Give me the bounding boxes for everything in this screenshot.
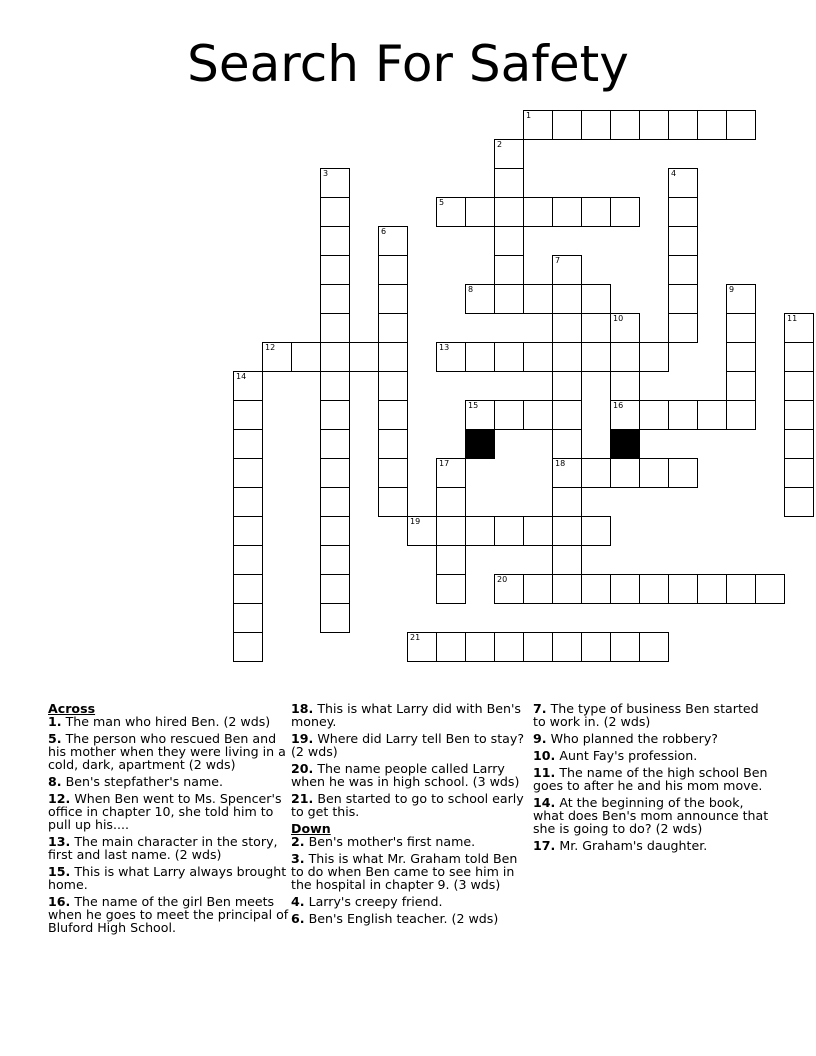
across-clue-8: 8. Ben's stepfather's name. bbox=[48, 774, 223, 789]
black-square bbox=[610, 429, 640, 459]
grid-cell[interactable] bbox=[494, 342, 524, 372]
grid-cell[interactable] bbox=[320, 284, 350, 314]
grid-cell[interactable] bbox=[755, 574, 785, 604]
clue-number: 16 bbox=[613, 401, 624, 410]
grid-cell[interactable] bbox=[668, 226, 698, 256]
clue-number: 9 bbox=[729, 285, 735, 294]
grid-cell[interactable] bbox=[523, 574, 553, 604]
grid-cell[interactable] bbox=[697, 110, 727, 140]
grid-cell[interactable] bbox=[784, 487, 814, 517]
grid-cell[interactable] bbox=[523, 632, 553, 662]
grid-cell[interactable] bbox=[552, 197, 582, 227]
grid-cell[interactable] bbox=[610, 342, 640, 372]
grid-cell[interactable] bbox=[320, 371, 350, 401]
grid-cell[interactable] bbox=[552, 458, 582, 488]
grid-cell[interactable] bbox=[610, 371, 640, 401]
clues-column-1 bbox=[48, 702, 290, 938]
grid-cell[interactable] bbox=[523, 110, 553, 140]
grid-cell[interactable] bbox=[610, 458, 640, 488]
grid-cell[interactable] bbox=[726, 371, 756, 401]
grid-cell[interactable] bbox=[581, 632, 611, 662]
clue-number: 15 bbox=[468, 401, 479, 410]
grid-cell[interactable] bbox=[552, 371, 582, 401]
grid-cell[interactable] bbox=[233, 487, 263, 517]
grid-cell[interactable] bbox=[465, 342, 495, 372]
grid-cell[interactable] bbox=[639, 574, 669, 604]
grid-cell[interactable] bbox=[552, 284, 582, 314]
clue-number: 11 bbox=[787, 314, 798, 323]
grid-cell[interactable] bbox=[436, 487, 466, 517]
clue-number: 1 bbox=[526, 111, 532, 120]
grid-cell[interactable] bbox=[552, 342, 582, 372]
grid-cell[interactable] bbox=[784, 371, 814, 401]
grid-cell[interactable] bbox=[552, 545, 582, 575]
grid-cell[interactable] bbox=[262, 342, 292, 372]
grid-cell[interactable] bbox=[639, 400, 669, 430]
grid-cell[interactable] bbox=[523, 400, 553, 430]
clue-number: 21 bbox=[410, 633, 421, 642]
down-clue-2: 2. Ben's mother's first name. bbox=[291, 834, 476, 849]
grid-cell[interactable] bbox=[465, 516, 495, 546]
grid-cell[interactable] bbox=[668, 574, 698, 604]
grid-cell[interactable] bbox=[378, 255, 408, 285]
grid-cell[interactable] bbox=[610, 574, 640, 604]
clue-number: 20 bbox=[497, 575, 508, 584]
grid-cell[interactable] bbox=[320, 458, 350, 488]
across-clue-5: 5. The person who rescued Ben and his mother when they were living in a cold, dark, apartment (2 wds) bbox=[48, 731, 286, 772]
grid-cell[interactable] bbox=[436, 574, 466, 604]
grid-cell[interactable] bbox=[436, 632, 466, 662]
grid-cell[interactable] bbox=[639, 632, 669, 662]
across-clue-19: 19. Where did Larry tell Ben to stay? (2 wds) bbox=[291, 731, 525, 759]
grid-cell[interactable] bbox=[436, 516, 466, 546]
grid-cell[interactable] bbox=[320, 574, 350, 604]
grid-cell[interactable] bbox=[494, 284, 524, 314]
clue-number: 13 bbox=[439, 343, 450, 352]
clue-number: 5 bbox=[439, 198, 445, 207]
grid-cell[interactable] bbox=[552, 313, 582, 343]
grid-cell[interactable] bbox=[465, 400, 495, 430]
down-clue-7: 7. The type of business Ben started to work in. (2 wds) bbox=[533, 701, 759, 729]
grid-cell[interactable] bbox=[668, 197, 698, 227]
grid-cell[interactable] bbox=[465, 632, 495, 662]
across-clue-18: 18. This is what Larry did with Ben's money. bbox=[291, 701, 521, 729]
grid-cell[interactable] bbox=[436, 458, 466, 488]
grid-cell[interactable] bbox=[610, 313, 640, 343]
across-clue-21: 21. Ben started to go to school early to get this. bbox=[291, 791, 524, 819]
grid-cell[interactable] bbox=[233, 632, 263, 662]
grid-cell[interactable] bbox=[784, 400, 814, 430]
grid-cell[interactable] bbox=[494, 400, 524, 430]
grid-cell[interactable] bbox=[610, 632, 640, 662]
grid-cell[interactable] bbox=[320, 603, 350, 633]
grid-cell[interactable] bbox=[320, 516, 350, 546]
grid-cell[interactable] bbox=[378, 429, 408, 459]
grid-cell[interactable] bbox=[233, 574, 263, 604]
grid-cell[interactable] bbox=[233, 429, 263, 459]
grid-cell[interactable] bbox=[668, 458, 698, 488]
grid-cell[interactable] bbox=[320, 255, 350, 285]
down-clue-9: 9. Who planned the robbery? bbox=[533, 731, 718, 746]
grid-cell[interactable] bbox=[668, 284, 698, 314]
grid-cell[interactable] bbox=[233, 545, 263, 575]
grid-cell[interactable] bbox=[639, 342, 669, 372]
grid-cell[interactable] bbox=[291, 342, 321, 372]
grid-cell[interactable] bbox=[668, 400, 698, 430]
down-heading: Down bbox=[291, 821, 331, 836]
grid-cell[interactable] bbox=[784, 458, 814, 488]
grid-cell[interactable] bbox=[320, 313, 350, 343]
across-clue-12: 12. When Ben went to Ms. Spencer's office in chapter 10, she told him to pull up his.... bbox=[48, 791, 282, 832]
grid-cell[interactable] bbox=[784, 429, 814, 459]
across-clue-15: 15. This is what Larry always brought home. bbox=[48, 864, 287, 892]
across-clue-13: 13. The main character in the story, first and last name. (2 wds) bbox=[48, 834, 278, 862]
clue-number: 18 bbox=[555, 459, 566, 468]
grid-cell[interactable] bbox=[233, 516, 263, 546]
grid-cell[interactable] bbox=[726, 284, 756, 314]
black-square bbox=[465, 429, 495, 459]
grid-cell[interactable] bbox=[726, 400, 756, 430]
grid-cell[interactable] bbox=[726, 574, 756, 604]
grid-cell[interactable] bbox=[465, 284, 495, 314]
grid-cell[interactable] bbox=[610, 197, 640, 227]
grid-cell[interactable] bbox=[552, 110, 582, 140]
grid-cell[interactable] bbox=[784, 342, 814, 372]
grid-cell[interactable] bbox=[668, 255, 698, 285]
grid-cell[interactable] bbox=[465, 197, 495, 227]
grid-cell[interactable] bbox=[494, 226, 524, 256]
grid-cell[interactable] bbox=[552, 429, 582, 459]
down-clue-6: 6. Ben's English teacher. (2 wds) bbox=[291, 911, 499, 926]
grid-cell[interactable] bbox=[639, 110, 669, 140]
grid-cell[interactable] bbox=[494, 255, 524, 285]
grid-cell[interactable] bbox=[320, 429, 350, 459]
grid-cell[interactable] bbox=[494, 168, 524, 198]
grid-cell[interactable] bbox=[552, 632, 582, 662]
down-clue-17: 17. Mr. Graham's daughter. bbox=[533, 838, 708, 853]
grid-cell[interactable] bbox=[668, 110, 698, 140]
grid-cell[interactable] bbox=[726, 313, 756, 343]
across-heading: Across bbox=[48, 701, 96, 716]
clue-number: 8 bbox=[468, 285, 474, 294]
grid-cell[interactable] bbox=[494, 139, 524, 169]
grid-cell[interactable] bbox=[784, 313, 814, 343]
grid-cell[interactable] bbox=[378, 487, 408, 517]
grid-cell[interactable] bbox=[726, 110, 756, 140]
grid-cell[interactable] bbox=[581, 342, 611, 372]
clue-number: 4 bbox=[671, 169, 677, 178]
grid-cell[interactable] bbox=[320, 168, 350, 198]
down-clue-4: 4. Larry's creepy friend. bbox=[291, 894, 443, 909]
grid-cell[interactable] bbox=[726, 342, 756, 372]
grid-cell[interactable] bbox=[581, 516, 611, 546]
grid-cell[interactable] bbox=[320, 545, 350, 575]
grid-cell[interactable] bbox=[581, 574, 611, 604]
grid-cell[interactable] bbox=[378, 400, 408, 430]
grid-cell[interactable] bbox=[494, 516, 524, 546]
grid-cell[interactable] bbox=[581, 197, 611, 227]
grid-cell[interactable] bbox=[668, 313, 698, 343]
grid-cell[interactable] bbox=[378, 371, 408, 401]
puzzle-title: Search For Safety bbox=[187, 35, 629, 93]
grid-cell[interactable] bbox=[378, 458, 408, 488]
grid-cell[interactable] bbox=[233, 400, 263, 430]
across-clue-20: 20. The name people called Larry when he was in high school. (3 wds) bbox=[291, 761, 520, 789]
grid-cell[interactable] bbox=[552, 255, 582, 285]
grid-cell[interactable] bbox=[436, 545, 466, 575]
grid-cell[interactable] bbox=[436, 342, 466, 372]
down-clue-3: 3. This is what Mr. Graham told Ben to do when Ben came to see him in the hospital in chapter 9. (3 wds) bbox=[291, 851, 518, 892]
grid-cell[interactable] bbox=[494, 197, 524, 227]
grid-cell[interactable] bbox=[581, 110, 611, 140]
grid-cell[interactable] bbox=[378, 284, 408, 314]
grid-cell[interactable] bbox=[494, 574, 524, 604]
grid-cell[interactable] bbox=[639, 458, 669, 488]
grid-cell[interactable] bbox=[523, 197, 553, 227]
grid-cell[interactable] bbox=[436, 197, 466, 227]
grid-cell[interactable] bbox=[668, 168, 698, 198]
grid-cell[interactable] bbox=[581, 458, 611, 488]
grid-cell[interactable] bbox=[320, 197, 350, 227]
grid-cell[interactable] bbox=[320, 342, 350, 372]
grid-cell[interactable] bbox=[552, 516, 582, 546]
grid-cell[interactable] bbox=[552, 400, 582, 430]
clue-number: 2 bbox=[497, 140, 503, 149]
grid-cell[interactable] bbox=[552, 487, 582, 517]
grid-cell[interactable] bbox=[320, 226, 350, 256]
grid-cell[interactable] bbox=[233, 371, 263, 401]
grid-cell[interactable] bbox=[610, 400, 640, 430]
clue-number: 7 bbox=[555, 256, 561, 265]
grid-cell[interactable] bbox=[233, 458, 263, 488]
clues-column-3 bbox=[533, 702, 773, 856]
grid-cell[interactable] bbox=[378, 226, 408, 256]
grid-cell[interactable] bbox=[349, 342, 379, 372]
grid-cell[interactable] bbox=[407, 516, 437, 546]
down-clue-10: 10. Aunt Fay's profession. bbox=[533, 748, 698, 763]
grid-cell[interactable] bbox=[523, 342, 553, 372]
grid-cell[interactable] bbox=[494, 632, 524, 662]
clue-number: 14 bbox=[236, 372, 247, 381]
grid-cell[interactable] bbox=[697, 400, 727, 430]
grid-cell[interactable] bbox=[523, 284, 553, 314]
clue-number: 3 bbox=[323, 169, 329, 178]
clue-number: 6 bbox=[381, 227, 387, 236]
across-clue-1: 1. The man who hired Ben. (2 wds) bbox=[48, 714, 271, 729]
grid-cell[interactable] bbox=[581, 284, 611, 314]
grid-cell[interactable] bbox=[378, 313, 408, 343]
grid-cell[interactable] bbox=[378, 342, 408, 372]
across-clue-16: 16. The name of the girl Ben meets when he goes to meet the principal of Bluford High School. bbox=[48, 894, 289, 935]
grid-cell[interactable] bbox=[320, 487, 350, 517]
clue-number: 10 bbox=[613, 314, 624, 323]
grid-cell[interactable] bbox=[233, 603, 263, 633]
grid-cell[interactable] bbox=[697, 574, 727, 604]
clue-number: 12 bbox=[265, 343, 276, 352]
grid-cell[interactable] bbox=[320, 400, 350, 430]
grid-cell[interactable] bbox=[552, 574, 582, 604]
grid-cell[interactable] bbox=[407, 632, 437, 662]
grid-cell[interactable] bbox=[523, 516, 553, 546]
grid-cell[interactable] bbox=[610, 110, 640, 140]
clue-number: 17 bbox=[439, 459, 450, 468]
clue-number: 19 bbox=[410, 517, 421, 526]
down-clue-14: 14. At the beginning of the book, what does Ben's mom announce that she is going to do? (2 wds) bbox=[533, 795, 769, 836]
down-clue-11: 11. The name of the high school Ben goes to after he and his mom move. bbox=[533, 765, 768, 793]
clues-column-2 bbox=[291, 702, 529, 929]
